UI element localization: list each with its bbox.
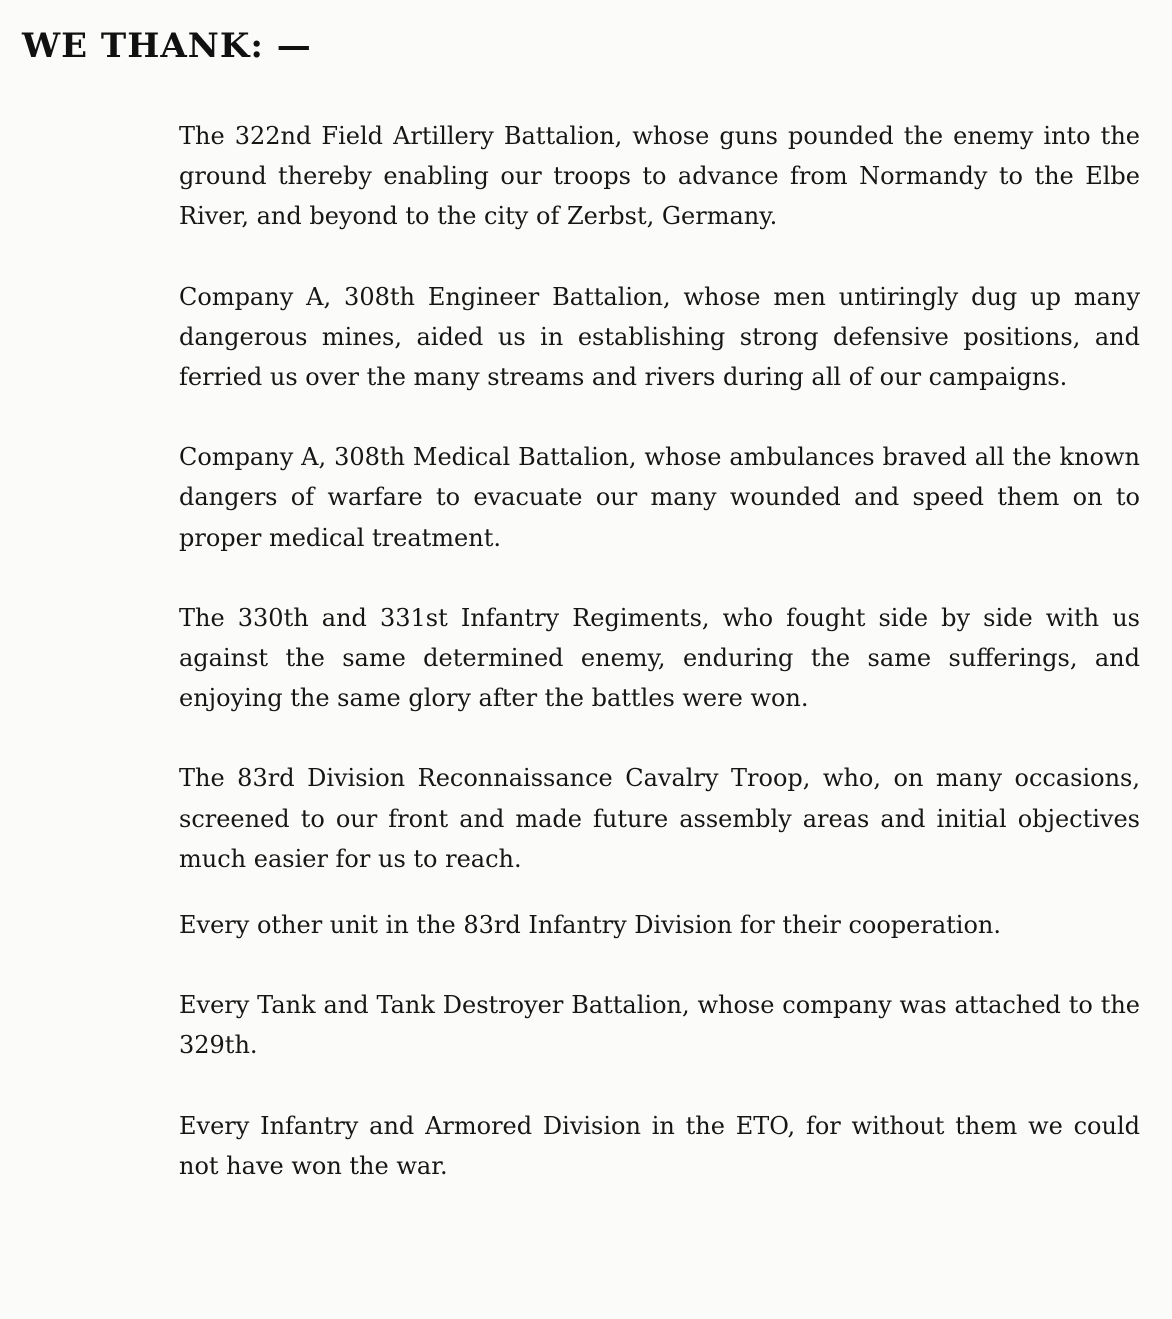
paragraph-tank-battalions: Every Tank and Tank Destroyer Battalion, whose company was attached to the 329th. xyxy=(179,991,1140,1060)
page-heading: WE THANK: — xyxy=(22,26,312,66)
paragraph-83rd-reconnaissance-troop: The 83rd Division Reconnaissance Cavalry Troop, who, on many occasions, screened to our front and made future assembly areas and initial objectives much easier for us to reach. xyxy=(179,764,1140,873)
paragraph-308th-medical-battalion: Company A, 308th Medical Battalion, whose ambulances braved all the known dangers of warfare to evacuate our many wounded and speed them on to proper medical treatment. xyxy=(179,443,1140,552)
paragraph-322nd-field-artillery: The 322nd Field Artillery Battalion, whose guns pounded the enemy into the ground thereby enabling our troops to advance from Normandy to the Elbe River, and beyond to the city of Zerbst, Germany. xyxy=(179,122,1140,231)
paragraph-eto-divisions: Every Infantry and Armored Division in the ETO, for without them we could not have won the war. xyxy=(179,1111,1140,1180)
paragraph-83rd-infantry-division: Every other unit in the 83rd Infantry Division for their cooperation. xyxy=(179,911,1001,940)
acknowledgements-body xyxy=(179,116,1140,1186)
paragraph-330th-331st-infantry: The 330th and 331st Infantry Regiments, who fought side by side with us against the same determined enemy, enduring the same sufferings, and enjoying the same glory after the battles were won. xyxy=(179,603,1140,713)
paragraph-308th-engineer-battalion: Company A, 308th Engineer Battalion, whose men untiringly dug up many dangerous mines, aided us in establishing strong defensive positions, and ferried us over the many streams and rivers during all of our campaigns. xyxy=(179,282,1140,392)
